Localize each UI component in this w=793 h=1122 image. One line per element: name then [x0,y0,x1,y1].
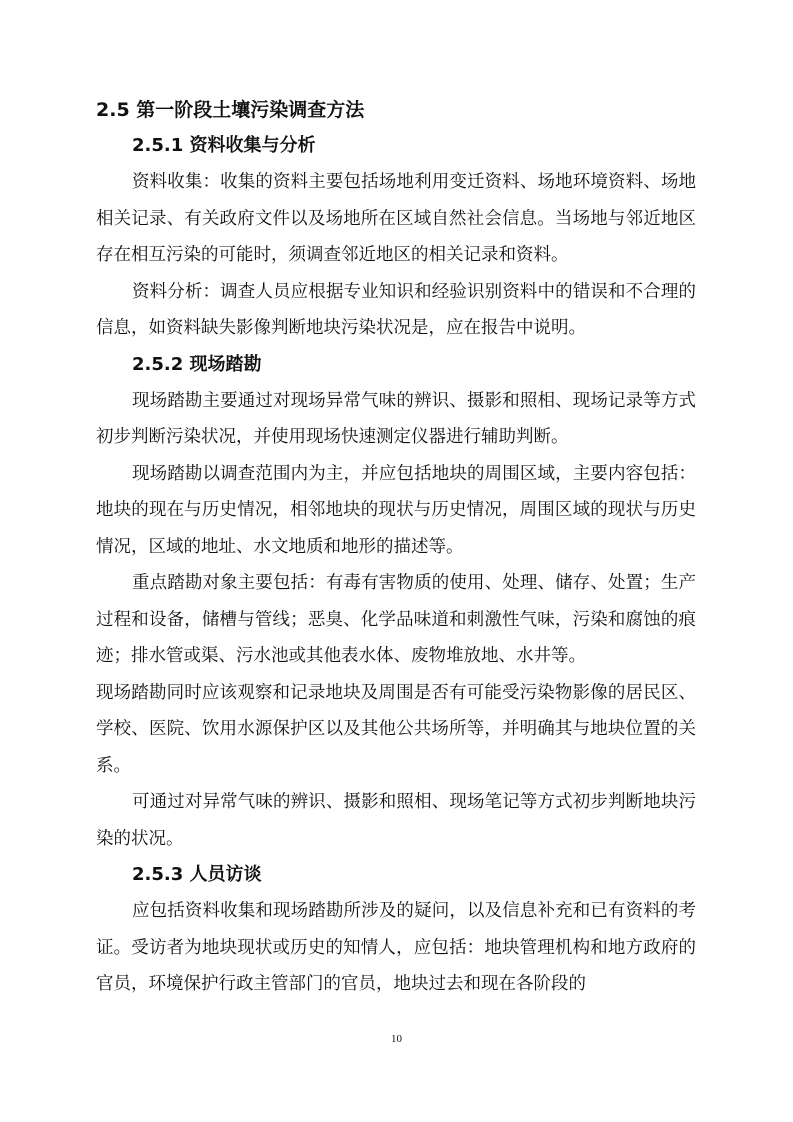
section-heading: 2.5 第一阶段土壤污染调查方法 [96,99,365,121]
paragraph: 现场踏勘同时应该观察和记录地块及周围是否有可能受污染物影像的居民区、学校、医院、饮用水源保护区以及其他公共场所等，并明确其与地块位置的关系。 [96,682,696,776]
paragraph: 重点踏勘对象主要包括：有毒有害物质的使用、处理、储存、处置；生产过程和设备，储槽与管线；恶臭、化学品味道和刺激性气味，污染和腐蚀的痕迹；排水管或渠、污水池或其他表水体、废物堆放地、水井等。 [96,573,696,666]
subsection-heading-interviews: 2.5.3 人员访谈 [132,864,262,885]
subsection-heading-data-collection: 2.5.1 资料收集与分析 [132,135,316,156]
paragraph: 资料分析：调查人员应根据专业知识和经验识别资料中的错误和不合理的信息，如资料缺失影像判断地块污染状况是，应在报告中说明。 [96,281,696,338]
paragraph: 现场踏勘主要通过对现场异常气味的辨识、摄影和照相、现场记录等方式初步判断污染状况，并使用现场快速测定仪器进行辅助判断。 [96,390,696,447]
subsection-heading-site-survey: 2.5.2 现场踏勘 [132,353,262,375]
paragraph: 资料收集：收集的资料主要包括场地利用变迁资料、场地环境资料、场地相关记录、有关政府文件以及场地所在区域自然社会信息。当场地与邻近地区存在相互污染的可能时，须调查邻近地区的相关记录和资料。 [96,172,696,265]
paragraph: 应包括资料收集和现场踏勘所涉及的疑问，以及信息补充和已有资料的考证。受访者为地块现状或历史的知情人，应包括：地块管理机构和地方政府的官员，环境保护行政主管部门的官员，地块过去和现在各阶段的 [96,901,696,994]
paragraph: 现场踏勘以调查范围内为主，并应包括地块的周围区域，主要内容包括：地块的现在与历史情况，相邻地块的现状与历史情况，周围区域的现状与历史情况，区域的地址、水文地质和地形的描述等。 [96,463,696,557]
page-content [96,92,696,1003]
paragraph: 可通过对异常气味的辨识、摄影和照相、现场笔记等方式初步判断地块污染的状况。 [96,792,696,849]
page-number: 10 [391,1033,402,1045]
